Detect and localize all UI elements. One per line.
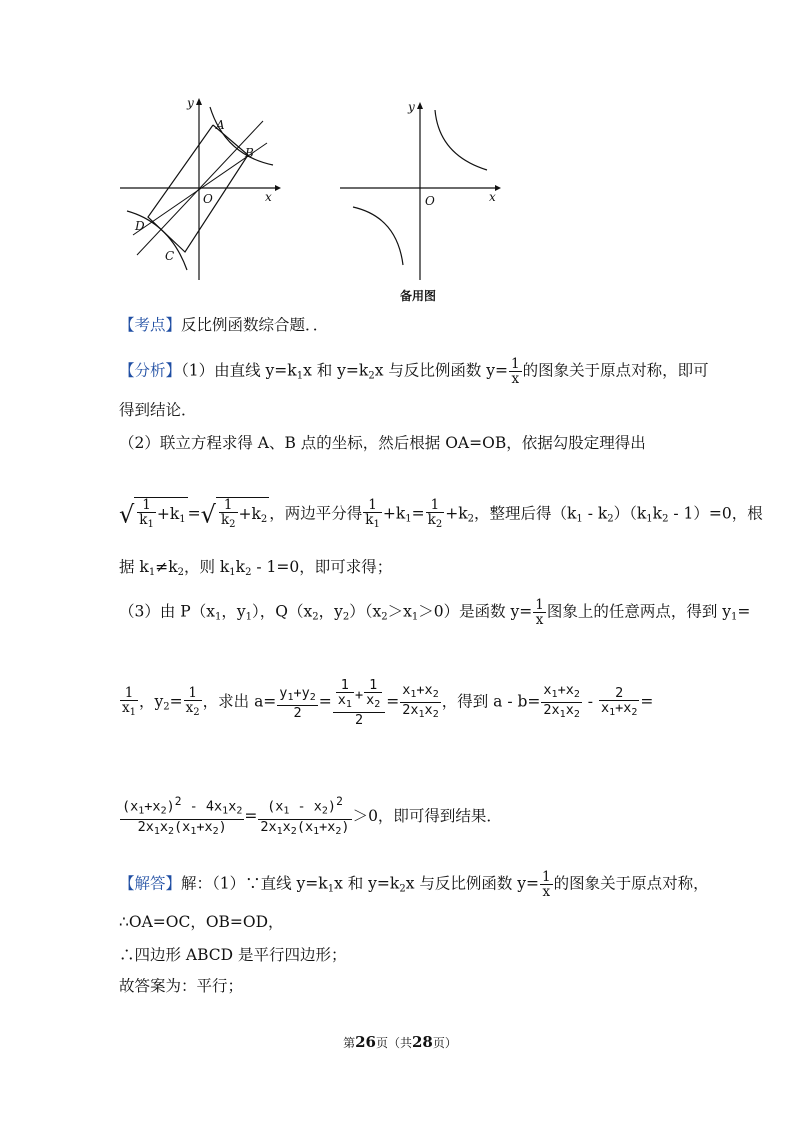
fig-right-x: x bbox=[489, 190, 496, 204]
page-number: 26 bbox=[355, 1033, 376, 1051]
fenxi-line-4: √ $\frac{1}{k_1}$ $+k_1$ =√ $\frac{1}{k_2}$ $+k_2$ ，两边平分得 $\frac{1}{k_1}$ $+k_1=$ $\frac{1}{k_2}$ $+k_2$，整理后得$(k_1 - k_2)(k_1k_2 - 1)=0$，根 bbox=[119, 496, 763, 530]
fenxi-line-5: 据 $k_1\ne k_2$，则 $k_1k_2 - 1=0$，即可求得； bbox=[119, 558, 393, 578]
page-total: 28 bbox=[412, 1033, 433, 1051]
jieda-line-1: 【解答】解：（1）∵直线 $y=k_1x$ 和 $y=k_2x$ 与反比例函数 y= $\frac{1}{x}$ 的图象关于原点对称， bbox=[119, 869, 709, 900]
kaodian-line bbox=[119, 315, 328, 335]
text: （1）由直线 y=k bbox=[181, 361, 297, 380]
figure-left bbox=[115, 95, 285, 285]
fig-left-x: x bbox=[265, 190, 272, 204]
text: x 和 y=k bbox=[303, 361, 369, 380]
fig-left-point-c: C bbox=[165, 249, 175, 263]
jieda-line-2: ∴OA=OC，OB=OD， bbox=[119, 913, 284, 931]
text: 的图象关于原点对称，即可 bbox=[522, 361, 709, 380]
fenxi-tag: 【分析】 bbox=[119, 361, 182, 380]
jieda-tag: 【解答】 bbox=[119, 874, 182, 893]
fig-left-point-b: B bbox=[245, 146, 254, 160]
fig-right-y: y bbox=[408, 100, 415, 114]
fenxi-line-3: （2）联立方程求得 A、B 点的坐标，然后根据 OA=OB，依据勾股定理得出 bbox=[119, 434, 646, 452]
kaodian-tag: 【考点】 bbox=[119, 316, 182, 334]
sub: 2 bbox=[368, 370, 375, 382]
fenxi-line-6: （3）由 $P(x_1$，$y_1$），$Q(x_2$，$y_2)(x_2>x_1>0)$是函数 y= $\frac{1}{x}$ 图象上的任意两点，得到 $y_1=$ bbox=[119, 597, 751, 628]
fig-left-point-a: A bbox=[216, 118, 225, 132]
fraction-1-over-x: $\frac{1}{x}$ bbox=[511, 356, 520, 387]
jieda-line-4: 故答案为：平行； bbox=[119, 977, 244, 995]
fenxi-line-7: $\frac{1}{x_1}$ ，$y_2=$ $\frac{1}{x_2}$ ，求出 a= $\frac{y_1+y_2}{2}$ = $\frac{1}{x_1}$ + $\frac{1}{x_2}$ 2 = $\frac{x_1+x_2}{2x_1x_2}$ ，得到 a - b= $\frac{x_1+x_2}{2x_1x_2}$ - $\frac{2}{x_1+x_2}$ = bbox=[122, 677, 654, 728]
text: x 与反比例函数 y= bbox=[374, 361, 509, 380]
fenxi-line-8: $\frac{(x_1+x_2)^2 - 4x_1x_2}{2x_1x_2(x_1+x_2)}$ = $\frac{(x_1 - x_2)^2}{2x_1x_2(x_1+x_2)}$ ＞0，即可得到结果． bbox=[122, 795, 502, 837]
fenxi-line-2: 得到结论． bbox=[119, 401, 197, 419]
fenxi-line-1 bbox=[119, 357, 709, 387]
kaodian-text: 反比例函数综合题．． bbox=[181, 316, 329, 334]
page-footer: 第26页（共28页） bbox=[343, 1033, 457, 1051]
figure-right-caption: 备用图 bbox=[400, 289, 437, 303]
fig-left-y: y bbox=[187, 96, 194, 110]
figure-right bbox=[335, 95, 510, 290]
sub: 1 bbox=[296, 370, 304, 382]
fig-left-origin: O bbox=[203, 192, 213, 206]
fig-left-point-d: D bbox=[135, 219, 145, 233]
jieda-line-3: ∴四边形 ABCD 是平行四边形； bbox=[119, 946, 347, 964]
fig-right-origin: O bbox=[425, 194, 435, 208]
